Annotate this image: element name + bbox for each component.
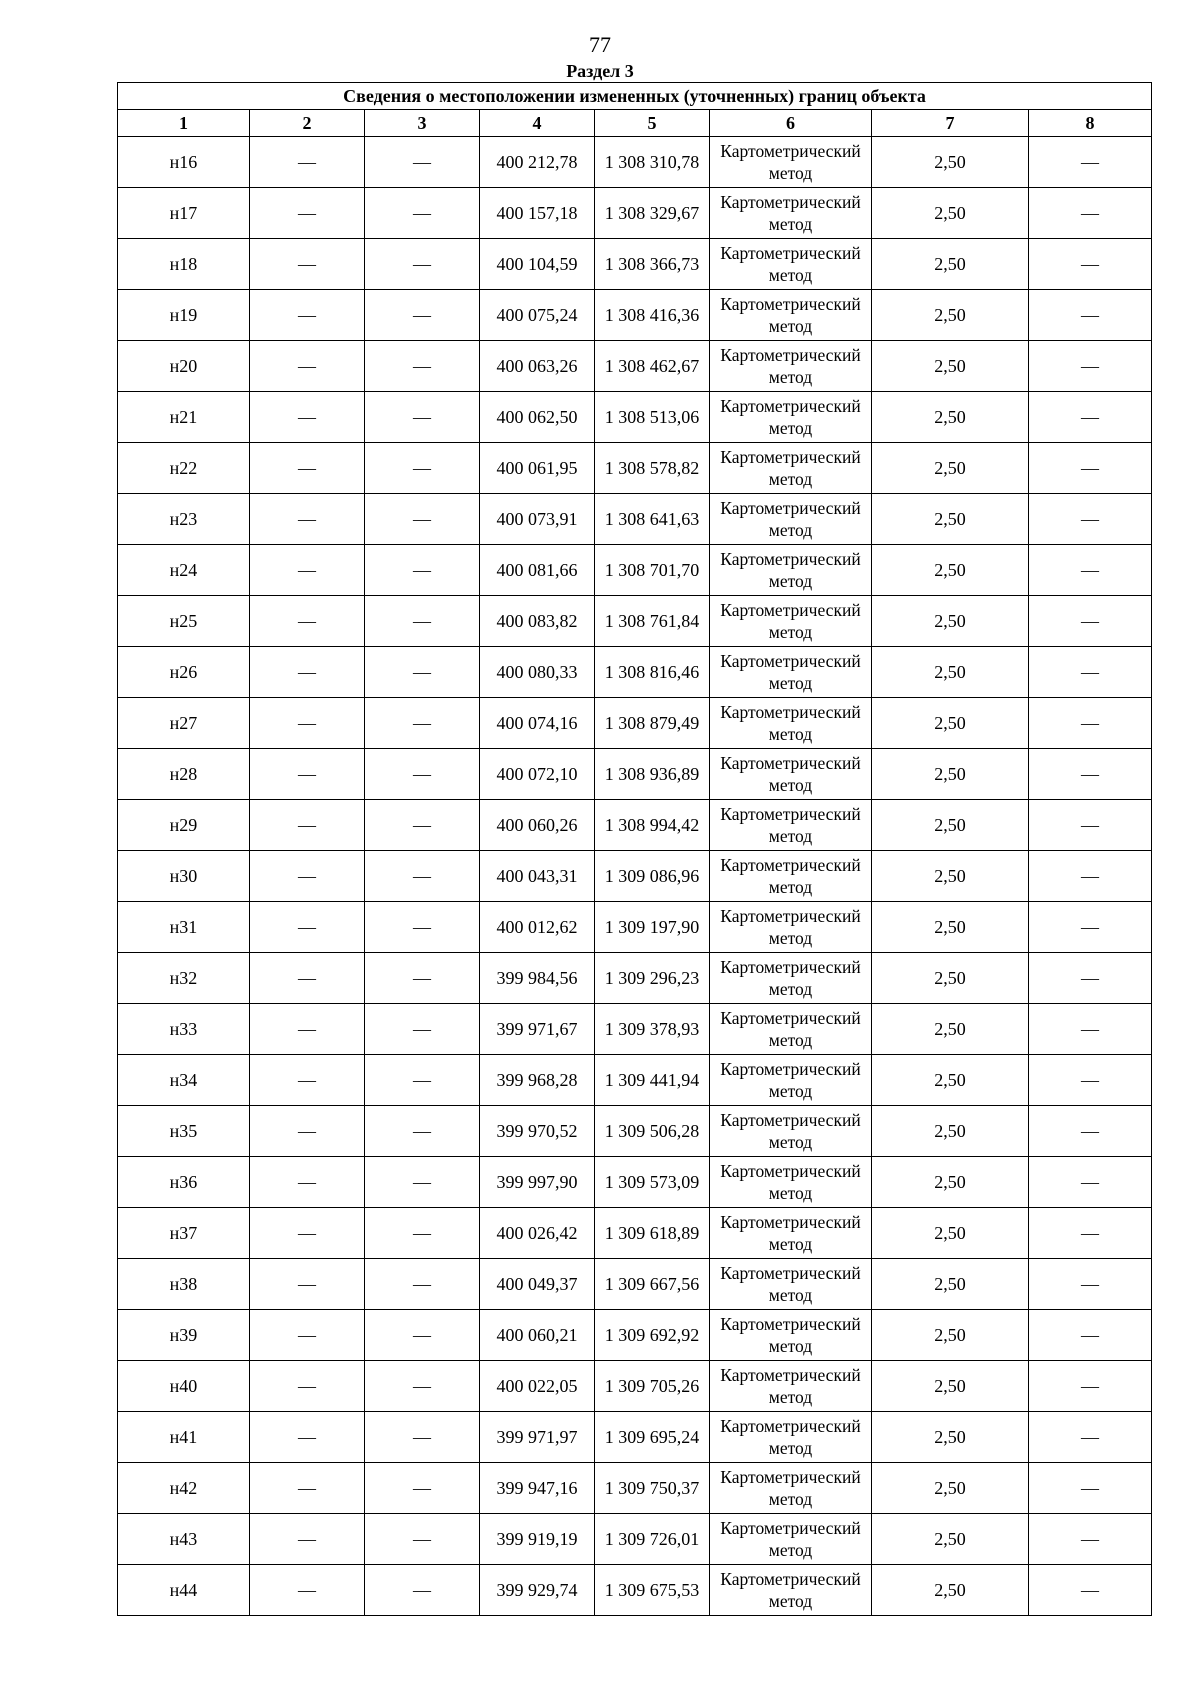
point-id-cell: н31 xyxy=(118,902,250,953)
y-coordinate-cell: 1 308 310,78 xyxy=(595,137,710,188)
col2-cell: — xyxy=(250,1055,365,1106)
table-row xyxy=(118,1565,1152,1616)
y-coordinate-cell: 1 309 750,37 xyxy=(595,1463,710,1514)
y-coordinate-cell: 1 308 366,73 xyxy=(595,239,710,290)
x-coordinate-cell: 400 073,91 xyxy=(480,494,595,545)
col2-cell: — xyxy=(250,443,365,494)
point-id-cell: н42 xyxy=(118,1463,250,1514)
method-cell: Картометрический метод xyxy=(710,1463,872,1514)
y-coordinate-cell: 1 309 378,93 xyxy=(595,1004,710,1055)
col3-cell: — xyxy=(365,851,480,902)
table-row xyxy=(118,1514,1152,1565)
accuracy-cell: 2,50 xyxy=(872,953,1029,1004)
col3-cell: — xyxy=(365,1208,480,1259)
col8-cell: — xyxy=(1029,1565,1152,1616)
x-coordinate-cell: 400 061,95 xyxy=(480,443,595,494)
col8-cell: — xyxy=(1029,239,1152,290)
point-id-cell: н44 xyxy=(118,1565,250,1616)
column-header: 1 xyxy=(118,110,250,137)
accuracy-cell: 2,50 xyxy=(872,341,1029,392)
col2-cell: — xyxy=(250,596,365,647)
col8-cell: — xyxy=(1029,1463,1152,1514)
x-coordinate-cell: 400 043,31 xyxy=(480,851,595,902)
x-coordinate-cell: 400 063,26 xyxy=(480,341,595,392)
point-id-cell: н28 xyxy=(118,749,250,800)
accuracy-cell: 2,50 xyxy=(872,647,1029,698)
table-row xyxy=(118,341,1152,392)
accuracy-cell: 2,50 xyxy=(872,239,1029,290)
x-coordinate-cell: 400 012,62 xyxy=(480,902,595,953)
col3-cell: — xyxy=(365,1565,480,1616)
col3-cell: — xyxy=(365,1055,480,1106)
accuracy-cell: 2,50 xyxy=(872,1463,1029,1514)
col2-cell: — xyxy=(250,1361,365,1412)
col8-cell: — xyxy=(1029,1412,1152,1463)
x-coordinate-cell: 399 971,97 xyxy=(480,1412,595,1463)
method-cell: Картометрический метод xyxy=(710,1055,872,1106)
col2-cell: — xyxy=(250,494,365,545)
col8-cell: — xyxy=(1029,1208,1152,1259)
accuracy-cell: 2,50 xyxy=(872,1259,1029,1310)
point-id-cell: н39 xyxy=(118,1310,250,1361)
method-cell: Картометрический метод xyxy=(710,1208,872,1259)
page-number: 77 xyxy=(589,32,611,57)
accuracy-cell: 2,50 xyxy=(872,443,1029,494)
method-cell: Картометрический метод xyxy=(710,749,872,800)
col2-cell: — xyxy=(250,902,365,953)
y-coordinate-cell: 1 308 416,36 xyxy=(595,290,710,341)
accuracy-cell: 2,50 xyxy=(872,1055,1029,1106)
point-id-cell: н17 xyxy=(118,188,250,239)
table-row xyxy=(118,545,1152,596)
col3-cell: — xyxy=(365,647,480,698)
col2-cell: — xyxy=(250,239,365,290)
method-cell: Картометрический метод xyxy=(710,953,872,1004)
column-header: 2 xyxy=(250,110,365,137)
table-row xyxy=(118,290,1152,341)
x-coordinate-cell: 399 929,74 xyxy=(480,1565,595,1616)
accuracy-cell: 2,50 xyxy=(872,1106,1029,1157)
method-cell: Картометрический метод xyxy=(710,1004,872,1055)
table-row xyxy=(118,137,1152,188)
col3-cell: — xyxy=(365,1412,480,1463)
accuracy-cell: 2,50 xyxy=(872,1004,1029,1055)
x-coordinate-cell: 399 968,28 xyxy=(480,1055,595,1106)
method-cell: Картометрический метод xyxy=(710,392,872,443)
col8-cell: — xyxy=(1029,137,1152,188)
col8-cell: — xyxy=(1029,647,1152,698)
col3-cell: — xyxy=(365,1361,480,1412)
accuracy-cell: 2,50 xyxy=(872,1565,1029,1616)
y-coordinate-cell: 1 308 816,46 xyxy=(595,647,710,698)
table-row xyxy=(118,851,1152,902)
col3-cell: — xyxy=(365,749,480,800)
method-cell: Картометрический метод xyxy=(710,188,872,239)
x-coordinate-cell: 400 062,50 xyxy=(480,392,595,443)
method-cell: Картометрический метод xyxy=(710,1259,872,1310)
y-coordinate-cell: 1 309 506,28 xyxy=(595,1106,710,1157)
y-coordinate-cell: 1 308 641,63 xyxy=(595,494,710,545)
point-id-cell: н24 xyxy=(118,545,250,596)
table-row xyxy=(118,239,1152,290)
method-cell: Картометрический метод xyxy=(710,902,872,953)
table-row xyxy=(118,698,1152,749)
col2-cell: — xyxy=(250,1463,365,1514)
y-coordinate-cell: 1 309 573,09 xyxy=(595,1157,710,1208)
col3-cell: — xyxy=(365,341,480,392)
col3-cell: — xyxy=(365,1106,480,1157)
point-id-cell: н23 xyxy=(118,494,250,545)
point-id-cell: н43 xyxy=(118,1514,250,1565)
x-coordinate-cell: 400 212,78 xyxy=(480,137,595,188)
col3-cell: — xyxy=(365,392,480,443)
table-row xyxy=(118,494,1152,545)
x-coordinate-cell: 399 984,56 xyxy=(480,953,595,1004)
method-cell: Картометрический метод xyxy=(710,494,872,545)
table-row xyxy=(118,392,1152,443)
point-id-cell: н36 xyxy=(118,1157,250,1208)
method-cell: Картометрический метод xyxy=(710,1412,872,1463)
y-coordinate-cell: 1 309 197,90 xyxy=(595,902,710,953)
col2-cell: — xyxy=(250,851,365,902)
point-id-cell: н16 xyxy=(118,137,250,188)
table-row xyxy=(118,902,1152,953)
col2-cell: — xyxy=(250,698,365,749)
table-row xyxy=(118,647,1152,698)
x-coordinate-cell: 400 049,37 xyxy=(480,1259,595,1310)
table-row xyxy=(118,1463,1152,1514)
point-id-cell: н20 xyxy=(118,341,250,392)
col8-cell: — xyxy=(1029,392,1152,443)
col2-cell: — xyxy=(250,1310,365,1361)
y-coordinate-cell: 1 309 441,94 xyxy=(595,1055,710,1106)
table-row xyxy=(118,188,1152,239)
x-coordinate-cell: 399 947,16 xyxy=(480,1463,595,1514)
y-coordinate-cell: 1 308 513,06 xyxy=(595,392,710,443)
table-row xyxy=(118,443,1152,494)
y-coordinate-cell: 1 308 462,67 xyxy=(595,341,710,392)
col8-cell: — xyxy=(1029,596,1152,647)
y-coordinate-cell: 1 308 994,42 xyxy=(595,800,710,851)
table-row xyxy=(118,596,1152,647)
accuracy-cell: 2,50 xyxy=(872,188,1029,239)
y-coordinate-cell: 1 308 936,89 xyxy=(595,749,710,800)
column-header: 7 xyxy=(872,110,1029,137)
y-coordinate-cell: 1 309 695,24 xyxy=(595,1412,710,1463)
col3-cell: — xyxy=(365,494,480,545)
method-cell: Картометрический метод xyxy=(710,800,872,851)
col3-cell: — xyxy=(365,1310,480,1361)
table-row xyxy=(118,953,1152,1004)
col3-cell: — xyxy=(365,1514,480,1565)
col8-cell: — xyxy=(1029,1004,1152,1055)
method-cell: Картометрический метод xyxy=(710,545,872,596)
col3-cell: — xyxy=(365,698,480,749)
col8-cell: — xyxy=(1029,749,1152,800)
accuracy-cell: 2,50 xyxy=(872,494,1029,545)
accuracy-cell: 2,50 xyxy=(872,1310,1029,1361)
point-id-cell: н19 xyxy=(118,290,250,341)
method-cell: Картометрический метод xyxy=(710,1565,872,1616)
col2-cell: — xyxy=(250,800,365,851)
col8-cell: — xyxy=(1029,290,1152,341)
col2-cell: — xyxy=(250,749,365,800)
x-coordinate-cell: 400 081,66 xyxy=(480,545,595,596)
accuracy-cell: 2,50 xyxy=(872,1412,1029,1463)
accuracy-cell: 2,50 xyxy=(872,1157,1029,1208)
section-title: Раздел 3 xyxy=(566,61,634,81)
col3-cell: — xyxy=(365,596,480,647)
x-coordinate-cell: 400 022,05 xyxy=(480,1361,595,1412)
accuracy-cell: 2,50 xyxy=(872,137,1029,188)
y-coordinate-cell: 1 309 618,89 xyxy=(595,1208,710,1259)
x-coordinate-cell: 400 157,18 xyxy=(480,188,595,239)
table-body xyxy=(118,137,1152,1616)
x-coordinate-cell: 400 083,82 xyxy=(480,596,595,647)
method-cell: Картометрический метод xyxy=(710,1106,872,1157)
y-coordinate-cell: 1 309 296,23 xyxy=(595,953,710,1004)
point-id-cell: н27 xyxy=(118,698,250,749)
x-coordinate-cell: 400 060,21 xyxy=(480,1310,595,1361)
point-id-cell: н21 xyxy=(118,392,250,443)
x-coordinate-cell: 399 971,67 xyxy=(480,1004,595,1055)
col8-cell: — xyxy=(1029,494,1152,545)
col3-cell: — xyxy=(365,137,480,188)
col8-cell: — xyxy=(1029,545,1152,596)
table-row xyxy=(118,1157,1152,1208)
method-cell: Картометрический метод xyxy=(710,239,872,290)
column-header: 4 xyxy=(480,110,595,137)
accuracy-cell: 2,50 xyxy=(872,698,1029,749)
y-coordinate-cell: 1 309 726,01 xyxy=(595,1514,710,1565)
table-caption: Сведения о местоположении измененных (уточненных) границ объекта xyxy=(118,83,1152,110)
y-coordinate-cell: 1 308 329,67 xyxy=(595,188,710,239)
y-coordinate-cell: 1 309 692,92 xyxy=(595,1310,710,1361)
method-cell: Картометрический метод xyxy=(710,137,872,188)
x-coordinate-cell: 399 919,19 xyxy=(480,1514,595,1565)
col2-cell: — xyxy=(250,341,365,392)
accuracy-cell: 2,50 xyxy=(872,749,1029,800)
point-id-cell: н30 xyxy=(118,851,250,902)
x-coordinate-cell: 400 074,16 xyxy=(480,698,595,749)
col3-cell: — xyxy=(365,443,480,494)
col8-cell: — xyxy=(1029,902,1152,953)
col3-cell: — xyxy=(365,1259,480,1310)
accuracy-cell: 2,50 xyxy=(872,902,1029,953)
x-coordinate-cell: 400 026,42 xyxy=(480,1208,595,1259)
accuracy-cell: 2,50 xyxy=(872,1208,1029,1259)
column-header: 5 xyxy=(595,110,710,137)
method-cell: Картометрический метод xyxy=(710,1157,872,1208)
column-header-row xyxy=(118,110,1152,137)
y-coordinate-cell: 1 309 086,96 xyxy=(595,851,710,902)
point-id-cell: н37 xyxy=(118,1208,250,1259)
method-cell: Картометрический метод xyxy=(710,341,872,392)
col3-cell: — xyxy=(365,188,480,239)
y-coordinate-cell: 1 308 879,49 xyxy=(595,698,710,749)
col2-cell: — xyxy=(250,188,365,239)
accuracy-cell: 2,50 xyxy=(872,1514,1029,1565)
x-coordinate-cell: 400 075,24 xyxy=(480,290,595,341)
x-coordinate-cell: 399 997,90 xyxy=(480,1157,595,1208)
column-header: 6 xyxy=(710,110,872,137)
col2-cell: — xyxy=(250,1412,365,1463)
table-row xyxy=(118,1004,1152,1055)
col8-cell: — xyxy=(1029,1310,1152,1361)
x-coordinate-cell: 399 970,52 xyxy=(480,1106,595,1157)
col3-cell: — xyxy=(365,1004,480,1055)
point-id-cell: н35 xyxy=(118,1106,250,1157)
table-row xyxy=(118,800,1152,851)
column-header: 3 xyxy=(365,110,480,137)
x-coordinate-cell: 400 060,26 xyxy=(480,800,595,851)
y-coordinate-cell: 1 309 675,53 xyxy=(595,1565,710,1616)
col2-cell: — xyxy=(250,1004,365,1055)
point-id-cell: н34 xyxy=(118,1055,250,1106)
accuracy-cell: 2,50 xyxy=(872,545,1029,596)
col2-cell: — xyxy=(250,290,365,341)
col8-cell: — xyxy=(1029,1106,1152,1157)
accuracy-cell: 2,50 xyxy=(872,800,1029,851)
accuracy-cell: 2,50 xyxy=(872,1361,1029,1412)
accuracy-cell: 2,50 xyxy=(872,290,1029,341)
point-id-cell: н25 xyxy=(118,596,250,647)
col2-cell: — xyxy=(250,1157,365,1208)
x-coordinate-cell: 400 104,59 xyxy=(480,239,595,290)
col2-cell: — xyxy=(250,545,365,596)
column-header: 8 xyxy=(1029,110,1152,137)
col2-cell: — xyxy=(250,1106,365,1157)
col2-cell: — xyxy=(250,953,365,1004)
col2-cell: — xyxy=(250,1565,365,1616)
col3-cell: — xyxy=(365,545,480,596)
col8-cell: — xyxy=(1029,1259,1152,1310)
table-row xyxy=(118,1412,1152,1463)
x-coordinate-cell: 400 080,33 xyxy=(480,647,595,698)
method-cell: Картометрический метод xyxy=(710,1514,872,1565)
col2-cell: — xyxy=(250,1208,365,1259)
method-cell: Картометрический метод xyxy=(710,851,872,902)
method-cell: Картометрический метод xyxy=(710,596,872,647)
method-cell: Картометрический метод xyxy=(710,290,872,341)
col8-cell: — xyxy=(1029,1055,1152,1106)
col2-cell: — xyxy=(250,1259,365,1310)
col8-cell: — xyxy=(1029,443,1152,494)
point-id-cell: н22 xyxy=(118,443,250,494)
col3-cell: — xyxy=(365,1463,480,1514)
x-coordinate-cell: 400 072,10 xyxy=(480,749,595,800)
y-coordinate-cell: 1 309 705,26 xyxy=(595,1361,710,1412)
point-id-cell: н18 xyxy=(118,239,250,290)
table-row xyxy=(118,1259,1152,1310)
boundary-coordinates-table xyxy=(117,82,1152,1616)
table-row xyxy=(118,1361,1152,1412)
table-row xyxy=(118,1055,1152,1106)
point-id-cell: н32 xyxy=(118,953,250,1004)
col8-cell: — xyxy=(1029,800,1152,851)
col8-cell: — xyxy=(1029,188,1152,239)
col3-cell: — xyxy=(365,902,480,953)
method-cell: Картометрический метод xyxy=(710,698,872,749)
y-coordinate-cell: 1 309 667,56 xyxy=(595,1259,710,1310)
method-cell: Картометрический метод xyxy=(710,443,872,494)
col3-cell: — xyxy=(365,800,480,851)
accuracy-cell: 2,50 xyxy=(872,851,1029,902)
table-row xyxy=(118,1208,1152,1259)
col3-cell: — xyxy=(365,953,480,1004)
col2-cell: — xyxy=(250,392,365,443)
col8-cell: — xyxy=(1029,341,1152,392)
y-coordinate-cell: 1 308 578,82 xyxy=(595,443,710,494)
col8-cell: — xyxy=(1029,1514,1152,1565)
col2-cell: — xyxy=(250,1514,365,1565)
col3-cell: — xyxy=(365,290,480,341)
point-id-cell: н26 xyxy=(118,647,250,698)
point-id-cell: н41 xyxy=(118,1412,250,1463)
col8-cell: — xyxy=(1029,953,1152,1004)
point-id-cell: н40 xyxy=(118,1361,250,1412)
col2-cell: — xyxy=(250,647,365,698)
table-row xyxy=(118,1106,1152,1157)
col8-cell: — xyxy=(1029,851,1152,902)
col3-cell: — xyxy=(365,239,480,290)
col8-cell: — xyxy=(1029,1361,1152,1412)
y-coordinate-cell: 1 308 701,70 xyxy=(595,545,710,596)
point-id-cell: н38 xyxy=(118,1259,250,1310)
col3-cell: — xyxy=(365,1157,480,1208)
method-cell: Картометрический метод xyxy=(710,647,872,698)
col8-cell: — xyxy=(1029,698,1152,749)
method-cell: Картометрический метод xyxy=(710,1310,872,1361)
table-row xyxy=(118,1310,1152,1361)
col2-cell: — xyxy=(250,137,365,188)
method-cell: Картометрический метод xyxy=(710,1361,872,1412)
accuracy-cell: 2,50 xyxy=(872,392,1029,443)
point-id-cell: н29 xyxy=(118,800,250,851)
col8-cell: — xyxy=(1029,1157,1152,1208)
y-coordinate-cell: 1 308 761,84 xyxy=(595,596,710,647)
accuracy-cell: 2,50 xyxy=(872,596,1029,647)
table-row xyxy=(118,749,1152,800)
point-id-cell: н33 xyxy=(118,1004,250,1055)
